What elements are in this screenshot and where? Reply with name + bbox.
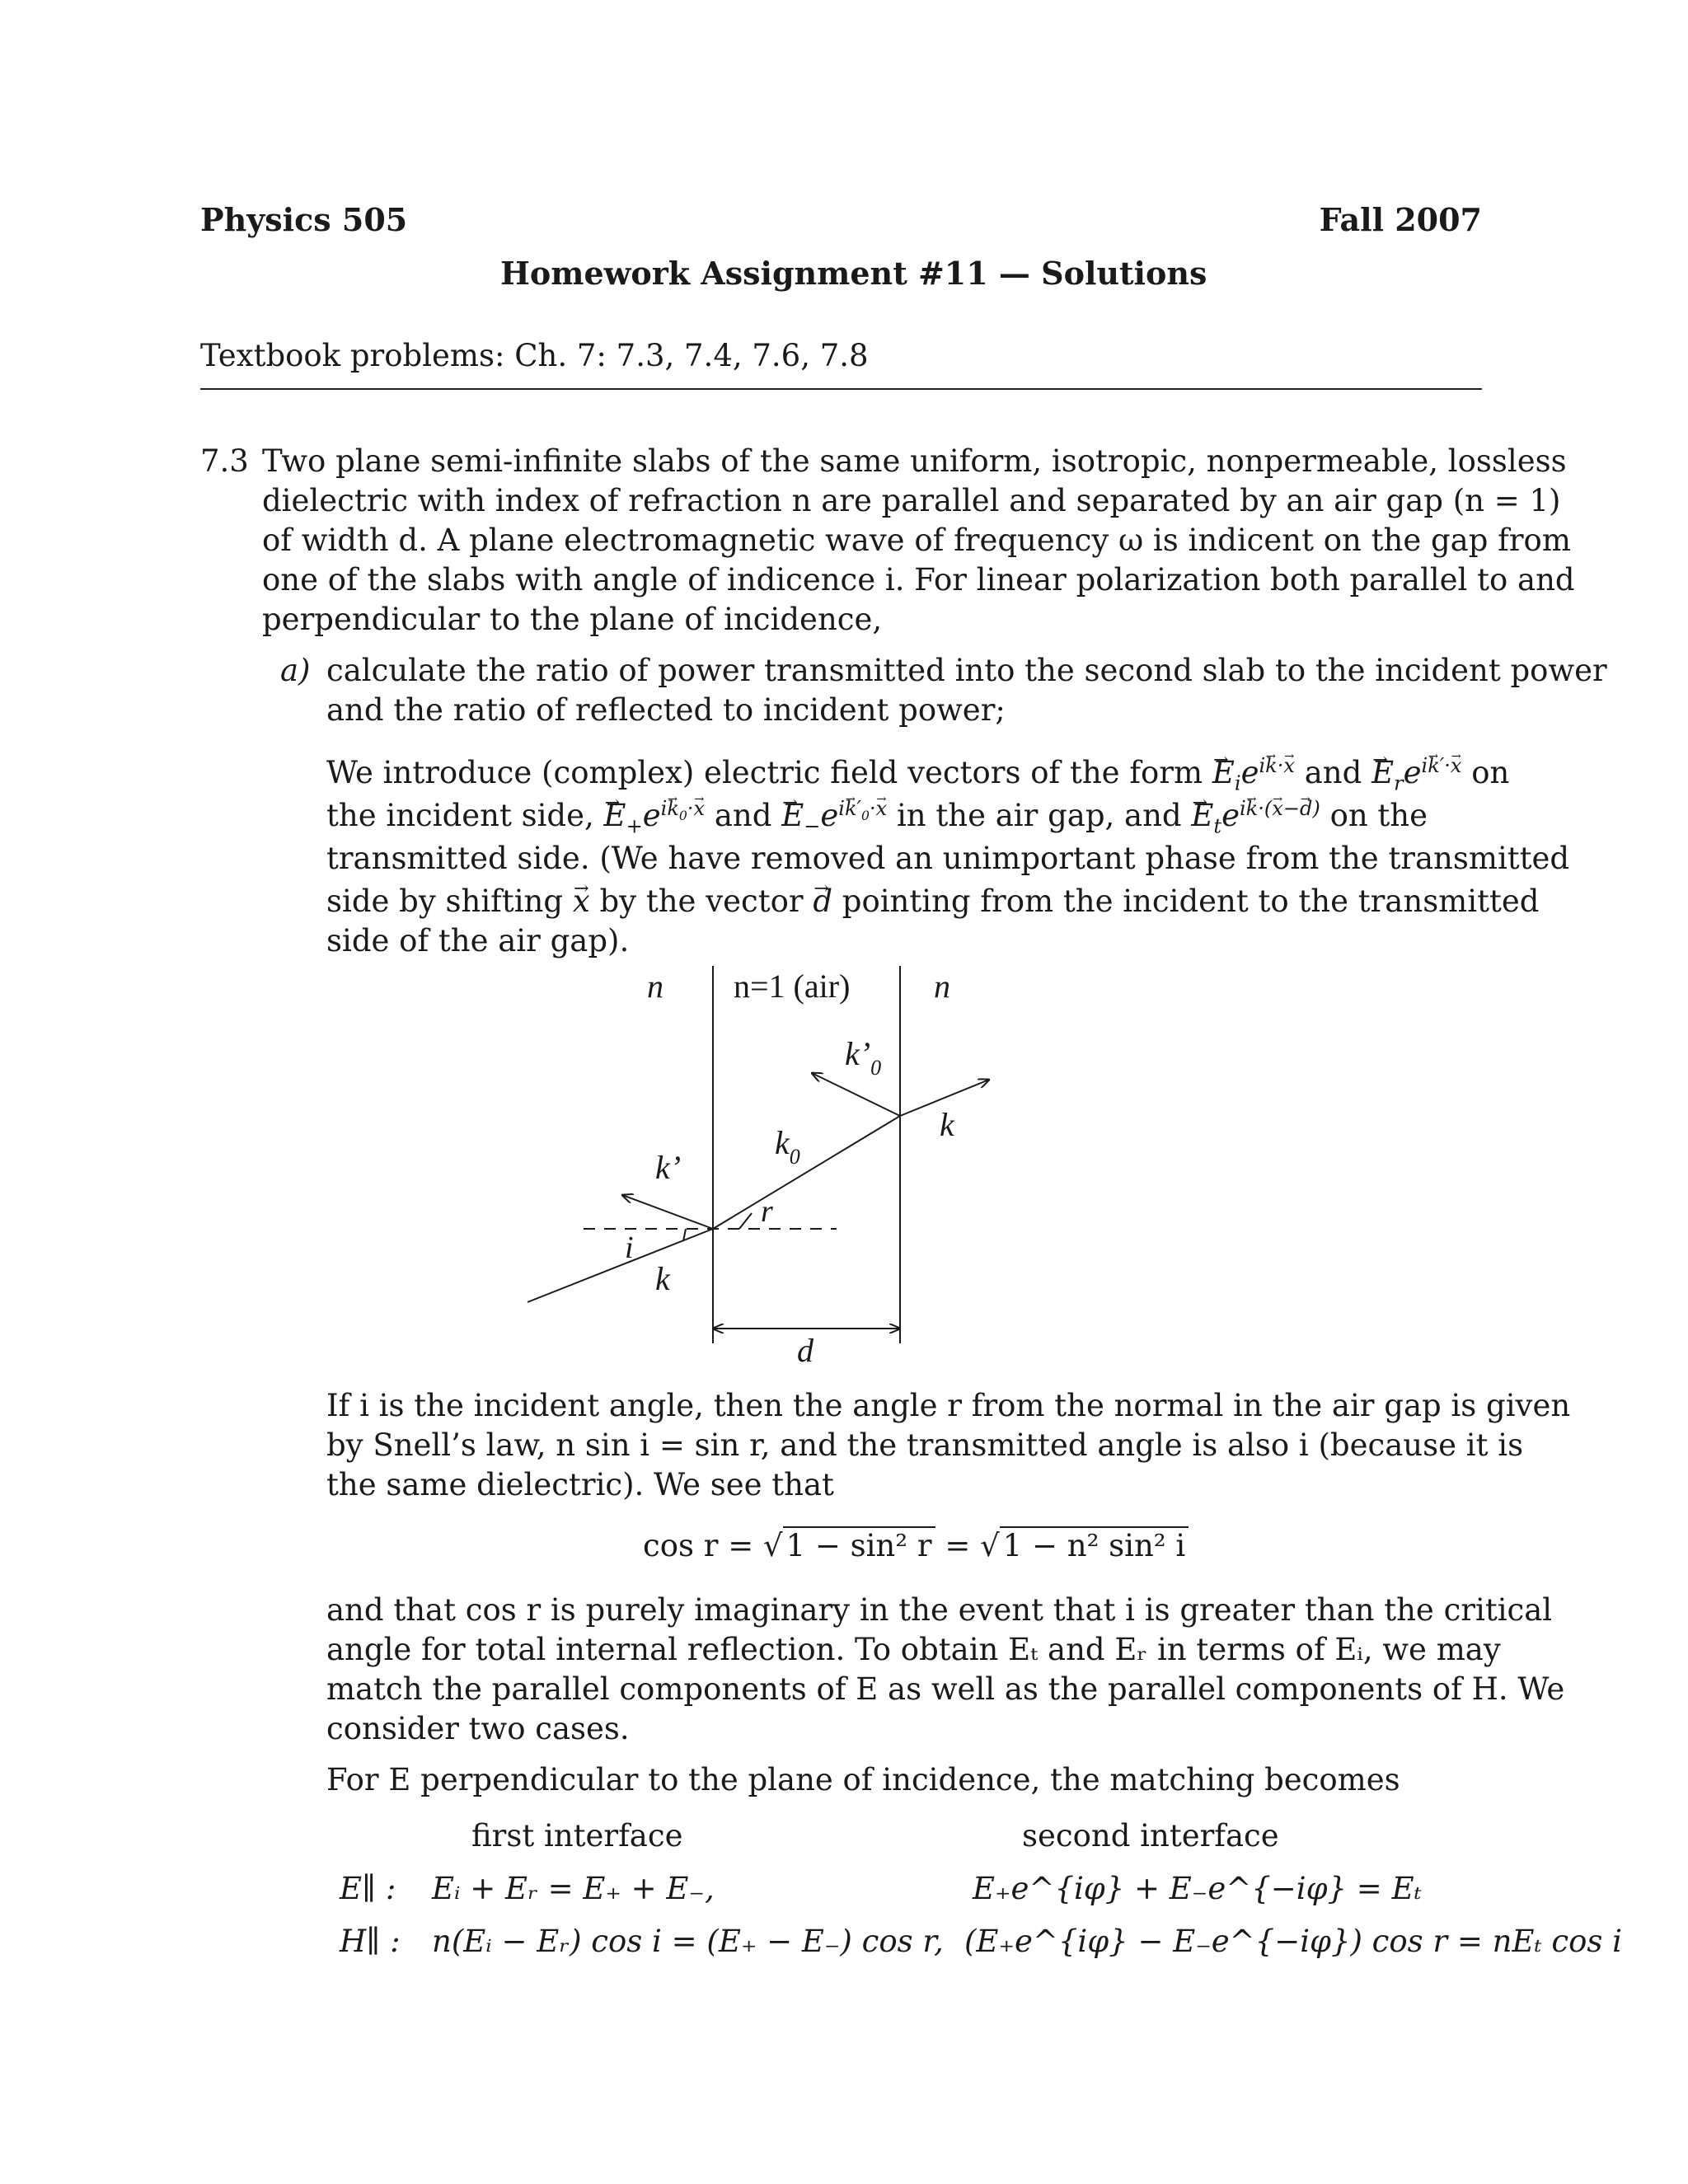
term: Fall 2007 xyxy=(1319,201,1482,238)
problem-statement-line: one of the slabs with angle of indicence i. For linear polarization both parallel to and xyxy=(262,562,1575,598)
part-a-line: and the ratio of reflected to incident power; xyxy=(326,692,1006,728)
solution-intro-line-4: side by shifting → x by the vector → d pointing from the incident to the transmitted xyxy=(326,882,1539,921)
angle-r-tick xyxy=(739,1213,752,1229)
solution-intro-line-5: side of the air gap). xyxy=(326,923,630,958)
math-Ei-term: → $E_ie^{ik\cdot x}$ xyxy=(1212,755,1295,790)
perpendicular-intro: For E perpendicular to the plane of incidence, the matching becomes xyxy=(326,1762,1400,1797)
label-gap-medium: n=1 (air) xyxy=(734,968,851,1005)
table-cell-second: E₊e^{iφ} + E₋e^{−iφ} = Eₜ xyxy=(973,1871,1422,1906)
math-d-vector: → d xyxy=(813,882,832,921)
table-row-label: E∥ : xyxy=(340,1871,396,1906)
label-k-reflected: k’ xyxy=(655,1149,682,1186)
math-Er-term: → $E_re^{ik'\cdot x}$ xyxy=(1372,755,1461,790)
label-angle-r: r xyxy=(761,1194,773,1229)
label-k-transmitted: k xyxy=(940,1106,954,1143)
label-k0-prime: $k’_0$ xyxy=(845,1035,882,1080)
gap-ray-k0-prime xyxy=(812,1073,900,1116)
after-eq-line: angle for total internal reflection. To obtain Eₜ and Eᵣ in terms of Eᵢ, we may xyxy=(326,1632,1501,1667)
textbook-problems: Textbook problems: Ch. 7: 7.3, 7.4, 7.6, 7.8 xyxy=(200,338,869,373)
snell-line: If i is the incident angle, then the angle r from the normal in the air gap is given xyxy=(326,1388,1571,1423)
page-title: Homework Assignment #11 — Solutions xyxy=(500,255,1207,292)
problem-number: 7.3 xyxy=(200,443,249,479)
problem-statement-line: dielectric with index of refraction n are parallel and separated by an air gap (n = 1) xyxy=(262,483,1561,518)
table-cell-second: (E₊e^{iφ} − E₋e^{−iφ}) cos r = nEₜ cos i xyxy=(964,1924,1622,1959)
solution-intro-line-2: the incident side, → $E_+e^{ik_0\cdot x}$ and → $E_-e^{ik'_0\cdot x}$ in the air gap, and → $E_te^{ik\cdot(x-d)}$ on the xyxy=(326,796,1428,836)
table-header-second: second interface xyxy=(1022,1818,1279,1854)
after-eq-line: and that cos r is purely imaginary in the event that i is greater than the critical xyxy=(326,1592,1553,1628)
problem-statement-line: of width d. A plane electromagnetic wave of frequency ω is indicent on the gap from xyxy=(262,523,1571,558)
math-Eplus-term: → $E_+e^{ik_0\cdot x}$ xyxy=(604,798,706,833)
table-header-first: first interface xyxy=(471,1818,683,1854)
course-name: Physics 505 xyxy=(200,201,408,238)
part-a-line: calculate the ratio of power transmitted into the second slab to the incident power xyxy=(326,653,1607,688)
label-angle-i: i xyxy=(625,1230,634,1265)
label-k0: $k_0$ xyxy=(775,1124,800,1169)
refraction-diagram xyxy=(495,956,1055,1368)
solution-intro-line-3: transmitted side. (We have removed an unimportant phase from the transmitted xyxy=(326,841,1570,876)
label-left-medium: n xyxy=(647,968,663,1005)
snell-line: the same dielectric). We see that xyxy=(326,1467,834,1502)
problem-statement-line: Two plane semi-infinite slabs of the same uniform, isotropic, nonpermeable, lossless xyxy=(262,443,1567,479)
header-rule xyxy=(200,388,1482,390)
cos-r-equation: cos r = √ 1 − sin² r = √ 1 − n² sin² i xyxy=(643,1526,1189,1566)
math-x-vector: → x xyxy=(573,882,590,921)
table-cell-first: Eᵢ + Eᵣ = E₊ + E₋, xyxy=(432,1871,715,1906)
table-cell-first: n(Eᵢ − Eᵣ) cos i = (E₊ − E₋) cos r, xyxy=(432,1924,944,1959)
reflected-ray xyxy=(622,1195,713,1229)
problem-statement-line: perpendicular to the plane of incidence, xyxy=(262,602,883,637)
part-a-label: a) xyxy=(280,653,311,688)
gap-ray-k0 xyxy=(713,1116,900,1229)
solution-intro-line-1: We introduce (complex) electric field vectors of the form → $E_ie^{ik\cdot x}$ and → $E_re^{ik'\cdot x}$ on xyxy=(326,753,1509,793)
math-Et-term: → $E_te^{ik\cdot(x-d)}$ xyxy=(1191,798,1320,833)
incident-ray xyxy=(528,1229,713,1302)
table-row-label: H∥ : xyxy=(340,1924,401,1959)
label-k-incident: k xyxy=(655,1260,670,1297)
after-eq-line: consider two cases. xyxy=(326,1711,630,1746)
label-right-medium: n xyxy=(934,968,950,1005)
after-eq-line: match the parallel components of E as well as the parallel components of H. We xyxy=(326,1671,1565,1707)
math-Eminus-term: → $E_-e^{ik'_0\cdot x}$ xyxy=(781,798,887,833)
label-gap-width: d xyxy=(797,1332,814,1368)
snell-line: by Snell’s law, n sin i = sin r, and the transmitted angle is also i (because it is xyxy=(326,1427,1524,1463)
